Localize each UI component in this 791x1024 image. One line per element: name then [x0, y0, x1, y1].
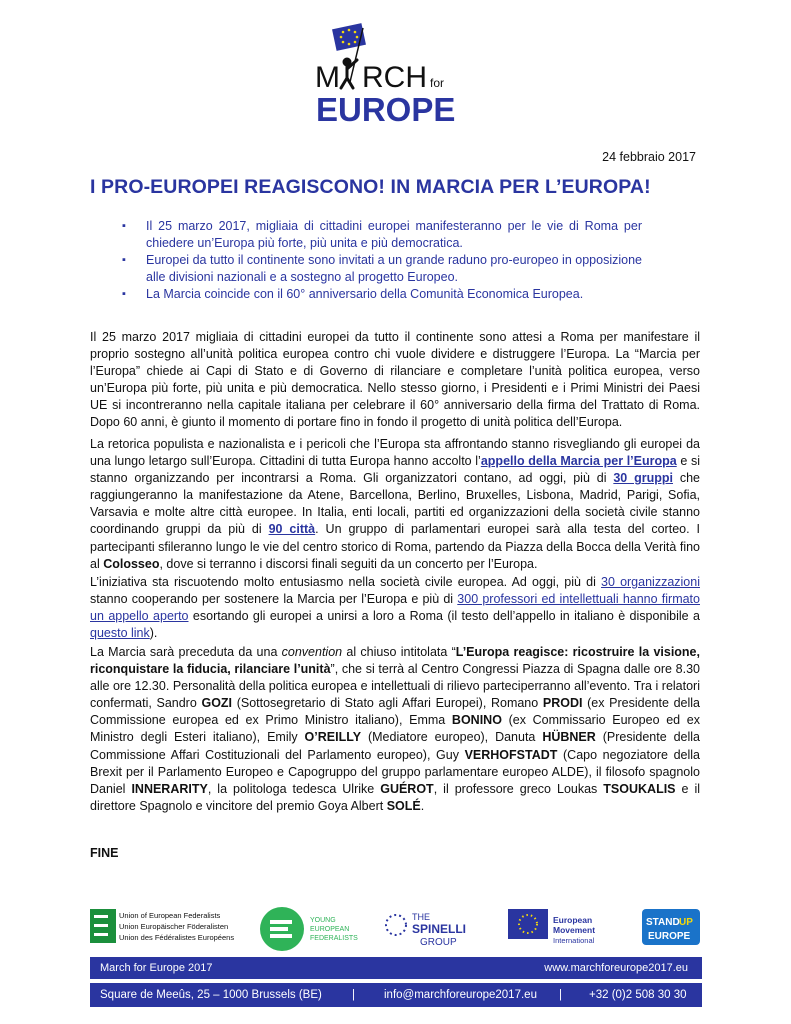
text-run: La retorica populista e nazionalista e i pericoli che l’Europa sta affrontando stanno risvegliando gli europei da una lungo letargo sull’Europa. Cittadini di tutta Europa hanno accolto l’ — [90, 437, 700, 469]
event-name: March for Europe 2017 — [100, 962, 213, 974]
european-movement-logo — [508, 909, 595, 945]
svg-text:Union of European Federalists: Union of European Federalists — [119, 911, 221, 920]
svg-text:UP: UP — [679, 917, 693, 928]
bold-text: TSOUKALIS — [603, 781, 676, 796]
partner-logos — [90, 905, 702, 953]
spinelli-group-logo — [386, 912, 466, 948]
svg-text:SPINELLI: SPINELLI — [412, 922, 467, 936]
bullet-item: ▪ Il 25 marzo 2017, migliaia di cittadini europei manifesteranno per le vie di Roma per chiedere un’Europa più forte, più unita e più democratica. — [122, 218, 642, 252]
bold-text: Colosseo — [103, 556, 160, 571]
bold-text: O’REILLY — [304, 730, 362, 745]
svg-text:THE: THE — [412, 912, 430, 922]
bold-text: INNERARITY — [131, 781, 208, 796]
svg-text:YOUNG: YOUNG — [310, 917, 336, 924]
march-appeal-link[interactable]: appello della Marcia per l’Europa — [480, 454, 677, 469]
text-run: (Mediatore europeo), Danuta — [361, 730, 543, 745]
text-run: (Sottosegretario di Stato agli Affari Europei), Romano — [232, 696, 543, 711]
text-run: e il direttore Spagnolo e vincitore del premio Goya Albert — [90, 781, 701, 813]
separator: | — [352, 989, 355, 1001]
svg-text:EUROPE: EUROPE — [648, 931, 691, 942]
text-run: , la politologa tedesca Ulrike — [207, 781, 381, 796]
paragraph-convention — [90, 644, 700, 815]
text-run: (ex Commissario Europeo ed ex Ministro degli Esteri italiano), Emily — [90, 713, 700, 745]
svg-text:Union Europäischer Föderaliste: Union Europäischer Föderalisten — [119, 922, 229, 931]
email-link[interactable]: info@marchforeurope2017.eu — [384, 989, 537, 1001]
press-release-date: 24 febbraio 2017 — [602, 150, 696, 164]
text-run: e si stanno organizzando per incontrarsi a Roma. Gli organizzatori contano, ad oggi, più di — [90, 454, 700, 486]
uef-logo — [90, 909, 234, 943]
bold-text: HÜBNER — [542, 730, 596, 745]
bullet-item: ▪ La Marcia coincide con il 60° anniversario della Comunità Economica Europea. — [122, 286, 642, 303]
svg-text:M: M — [315, 61, 340, 94]
bold-text: L’Europa reagisce: ricostruire la visione, riconquistare la fiducia, rilanciare l’unità — [90, 645, 700, 677]
text-run: stanno cooperando per sostenere la Marcia per l’Europa e più di — [90, 592, 458, 607]
svg-text:Movement: Movement — [553, 925, 596, 935]
phone-number: +32 (0)2 508 30 30 — [589, 989, 687, 1001]
text-run: La Marcia sarà preceduta da una — [90, 645, 282, 659]
svg-text:EUROPE: EUROPE — [316, 91, 456, 128]
yef-logo — [260, 907, 358, 951]
paragraph-civil-society — [90, 574, 700, 642]
text-run: . — [420, 798, 425, 813]
svg-text:FEDERALISTS: FEDERALISTS — [310, 935, 358, 942]
footer-contact-bar — [90, 983, 702, 1007]
address: Square de Meeûs, 25 – 1000 Brussels (BE) — [100, 989, 322, 1001]
svg-text:RCH: RCH — [362, 61, 427, 94]
text-run: che raggiungeranno la manifestazione da Atene, Barcellona, Berlino, Bruxelles, Lisbona, Madrid, Parigi, Sofia, Varsavia e molte altre città europee. In Italia, enti locali, partiti ed organizzazioni della società civile stanno coordinando gruppi da più di — [90, 471, 700, 537]
text-run: (Capo negoziatore della Brexit per il Parlamento Europeo e Capogruppo del gruppo parlamentare europeo ALDE), il filosofo spagnolo Daniel — [90, 747, 700, 796]
cities-link[interactable]: 90 città — [268, 522, 316, 537]
open-appeal-link[interactable]: 300 professori ed intellettuali hanno firmato un appello aperto — [90, 592, 700, 624]
text-run: . Un gruppo di parlamentari europei sarà alla testa del corteo. I partecipanti sfileranno lungo le vie del centro storico di Roma, partendo da Piazza della Bocca della Verità fino al — [90, 522, 700, 571]
svg-text:International: International — [553, 936, 595, 945]
bold-text: BONINO — [451, 713, 502, 728]
text-run: , dove si terranno i discorsi finali seguiti da un concerto per l’Europa. — [159, 556, 538, 571]
text-run: , il professore greco Loukas — [433, 781, 604, 796]
svg-text:GROUP: GROUP — [420, 937, 457, 948]
bold-text: PRODI — [542, 696, 583, 711]
website-link[interactable]: www.marchforeurope2017.eu — [544, 962, 688, 974]
text-run: L’iniziativa sta riscuotendo molto entusiasmo nella società civile europea. Ad oggi, più di — [90, 575, 602, 589]
text-run: (Presidente della Commissione Affari Costituzionali del Parlamento europeo), Guy — [90, 730, 700, 762]
march-for-europe-logo — [310, 22, 460, 134]
marcher-figure — [341, 59, 357, 88]
key-points-list — [122, 218, 642, 303]
end-marker: FINE — [90, 846, 119, 860]
bold-text: GOZI — [201, 696, 233, 711]
text-run: ). — [149, 626, 158, 641]
footer-top-bar — [90, 957, 702, 979]
paragraph-intro: Il 25 marzo 2017 migliaia di cittadini europei da tutto il continente sono attesi a Roma per manifestare il proprio sostegno all’unità politica europea contro chi vuole dividere e distruggere l’Europa. La “Marcia per l’Europa” chiede ai Capi di Stato e di Governo di rilanciare e completare l’unità politica europea, verso un’Europa più forte, più unita e più democratica. Nello stesso giorno, i Presidenti e i Primi Ministri dei Paesi UE si incontreranno nella capitale italiana per celebrare il 60° anniversario della firma del Trattato di Roma. Dopo 60 anni, è giunto il momento di portare fino in fondo il progetto di unità politica dell’Europa. — [90, 330, 700, 430]
bold-text: SOLÉ — [386, 798, 421, 813]
paragraph-mobilisation — [90, 436, 700, 573]
stand-up-for-europe-logo — [642, 909, 700, 945]
groups-link[interactable]: 30 gruppi — [613, 471, 673, 486]
bold-text: VERHOFSTADT — [464, 747, 558, 762]
text-run: (ex Presidente della Commissione europea ed ex Primo Ministro italiano), Emma — [90, 696, 700, 728]
text-run: ”, che si terrà al Centro Congressi Piazza di Spagna dalle ore 8.30 alle ore 12.30. Personalità della politica europea e intellettuali di rilievo parteciperranno all’evento. Tra i relatori confermati, Sandro — [90, 662, 700, 711]
appeal-text-link[interactable]: questo link — [90, 626, 150, 641]
svg-text:STAND: STAND — [646, 917, 680, 928]
svg-text:for: for — [430, 76, 445, 90]
svg-text:EUROPEAN: EUROPEAN — [310, 926, 350, 933]
organizations-link[interactable]: 30 organizzazioni — [601, 575, 700, 589]
italic-text: convention — [281, 645, 343, 659]
bold-text: GUÉROT — [380, 781, 434, 796]
bullet-item: ▪ Europei da tutto il continente sono invitati a un grande raduno pro-europeo in opposizione alle divisioni nazionali e a sostegno al progetto Europeo. — [122, 252, 642, 286]
text-run: esortando gli europei a unirsi a loro a Roma (il testo dell’appello in italiano è disponibile a — [188, 609, 700, 624]
svg-text:Union des Fédéralistes Europée: Union des Fédéralistes Européens — [119, 933, 235, 942]
text-run: al chiuso intitolata “ — [342, 645, 456, 659]
separator: | — [559, 989, 562, 1001]
headline: I PRO-EUROPEI REAGISCONO! IN MARCIA PER L’EUROPA! — [90, 176, 651, 198]
svg-text:European: European — [553, 915, 593, 925]
